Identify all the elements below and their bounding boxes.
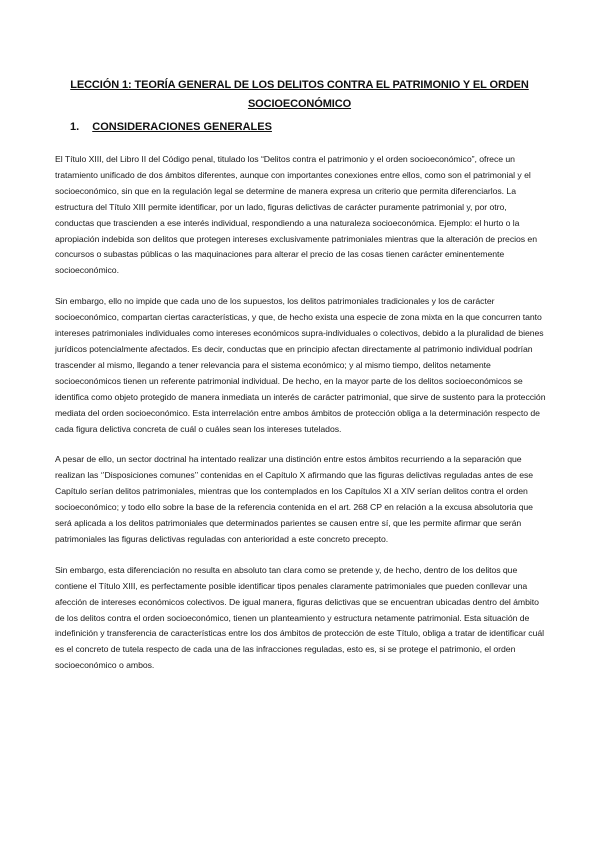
body-text (55, 152, 547, 689)
paragraph: El Título XIII, del Libro II del Código penal, titulado los “Delitos contra el patrimonio y el orden socioeconómico”, ofrece un tratamiento unificado de dos ámbitos diferentes, aunque con importantes conexiones entre ellos, como son el patrimonial y el socioeconómico, sin que en la regulación legal se determine de manera expresa un criterio que permita diferenciarlos. La estructura del Título XIII permite identificar, por un lado, figuras delictivas de carácter puramente patrimonial y, por otro, conductas que trascienden a ese interés individual, respondiendo a una naturaleza socioeconómica. Ejemplo: el hurto o la apropiación indebida son delitos que protegen intereses exclusivamente patrimoniales mientras que la alteración de precios en concursos o subastas públicas o las maquinaciones para alterar el precio de las cosas tienen carácter eminentemente socioeconómico. (55, 154, 537, 276)
section-number: 1. (70, 121, 80, 133)
section-title: CONSIDERACIONES GENERALES (92, 121, 272, 133)
paragraph: Sin embargo, esta diferenciación no resulta en absoluto tan clara como se pretende y, de hecho, dentro de los delitos que contiene el Título XIII, es perfectamente posible identificar tipos penales claramente patrimoniales que pueden conllevar una afección de intereses económicos colectivos. De igual manera, figuras delictivas que se encuentran ubicadas dentro del ámbito de los delitos contra el orden socioeconómico, tienen un planteamiento y estructura netamente patrimonial. Esta situación de indefinición y transferencia de características entre los dos ámbitos de protección de este Título, obliga a tratar de identificar cuál es el concreto de tutela respecto de cada una de las infracciones reguladas, esto es, si se protege el patrimonio, el orden socioeconómico o ambos. (55, 564, 545, 671)
lesson-title: LECCIÓN 1: TEORÍA GENERAL DE LOS DELITOS CONTRA EL PATRIMONIO Y EL ORDEN SOCIOECONÓMICO (70, 79, 529, 110)
section-heading (70, 121, 272, 133)
paragraph: A pesar de ello, un sector doctrinal ha intentado realizar una distinción entre estos ámbitos recurriendo a la separación que realizan las ‘’Disposiciones comunes’’ contenidas en el Capítulo X afirmando que las figuras delictivas reguladas antes de ese Capítulo serían delitos patrimoniales, mientras que los contemplados en los Capítulos XI a XIV serían delitos contra el orden socioeconómico; y todo ello sobre la base de la referencia contenida en el art. 268 CP en relación a la excusa absolutoria que será aplicada a los delitos patrimoniales que determinados parientes se causen entre sí, que les permite afirmar que serán patrimoniales las figuras delictivas reguladas con anterioridad a este concreto precepto. (55, 454, 534, 544)
paragraph: Sin embargo, ello no impide que cada uno de los supuestos, los delitos patrimoniales tradicionales y los de carácter socioeconómico, compartan ciertas características, y que, de hecho exista una especie de zona mixta en la que concurren tanto intereses patrimoniales individuales como intereses económicos supra-individuales o colectivos, debido a la pluralidad de bienes jurídicos potencialmente afectados. Es decir, conductas que en principio afectan directamente al patrimonio individual podrían trascender al mismo, llegando a tener relevancia para el sistema económico; y al mismo tiempo, delitos netamente socioeconómicos tienen un referente patrimonial individual. De hecho, en la mayor parte de los delitos socioeconómicos se identifica como objeto protegido de manera inmediata un interés de carácter patrimonial, que sirve de sustento para la protección mediata del orden socioeconómico. Esta interrelación entre ambos ámbitos de protección obliga a la determinación respecto de cada figura delictiva concreta de cuál o cuáles sean los intereses tutelados. (55, 296, 546, 434)
